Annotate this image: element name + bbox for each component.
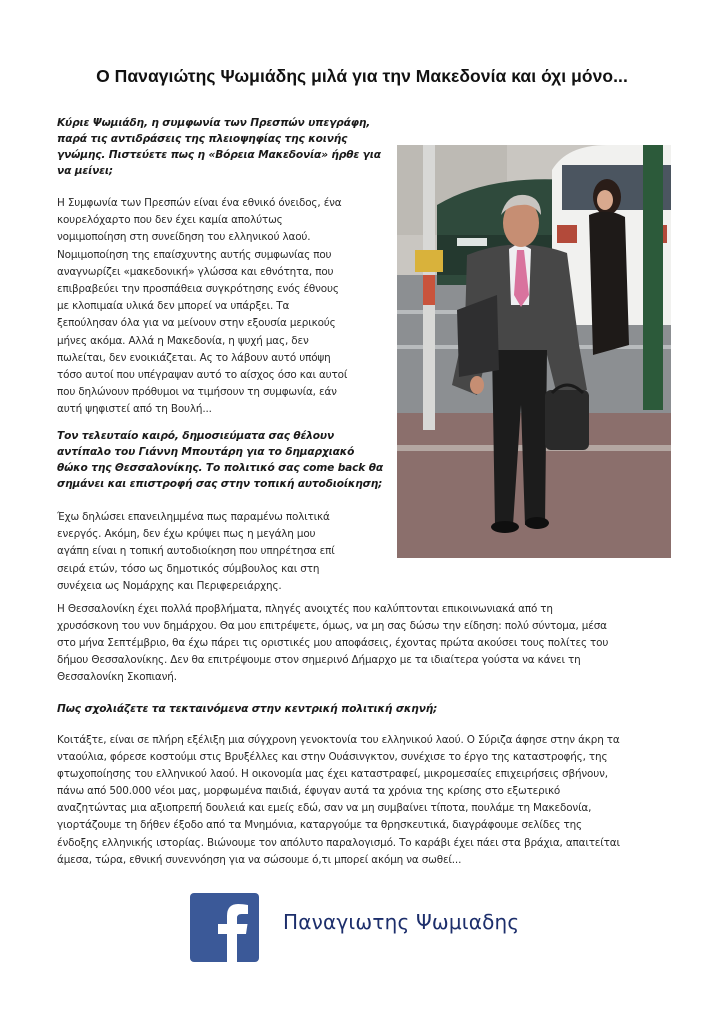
answer-line: αγάπη είναι η τοπική αυτοδιοίκηση που υπηρέτησα επί — [57, 545, 335, 558]
answer-line: ξεπούλησαν όλα για να μείνουν στην εξουσία μερικούς — [57, 317, 336, 330]
answer-line: συνέχεια ως Νομάρχης και Περιφερειάρχης. — [57, 579, 282, 592]
question-line: θώκο της Θεσσαλονίκης. Το πολιτικό σας come back θα — [57, 462, 383, 474]
answer-line: στο μήνα Σεπτέμβριο, θα έχω πάρει τις οριστικές μου αποφάσεις, έχοντας πρώτα ακούσει τους πολίτες του — [57, 637, 609, 650]
answer-1 — [57, 195, 347, 419]
answer-line: κουρελόχαρτο που δεν έχει καμία απολύτως — [57, 214, 283, 227]
answer-line: τόσο αυτοί που υπέγραψαν αυτό το αίσχος όσο και αυτοί — [57, 369, 348, 382]
answer-line: δήμου Θεσσαλονίκης. Δεν θα επιτρέψουμε στον σημερινό Δήμαρχο με τα ιδιαίτερα γούστα να κάνει τη — [57, 654, 581, 667]
answer-line: ένδοξης ελληνικής ιστορίας. Βιώνουμε τον απόλυτο παραλογισμό. Το καράβι έχει πάει στα βράχια, απαιτείται — [57, 836, 620, 849]
answer-line: Έχω δηλώσει επανειλημμένα πως παραμένω πολιτικά — [57, 511, 330, 523]
answer-2 — [57, 509, 335, 595]
question-line: Κύριε Ψωμιάδη, η συμφωνία των Πρεσπών υπεγράφη, — [57, 117, 371, 129]
answer-line: Η Θεσσαλονίκη έχει πολλά προβλήματα, πληγές ανοιχτές που καλύπτονται επικοινωνιακά από τη — [57, 603, 553, 615]
question-2 — [57, 428, 383, 492]
answer-line: γιορτάζουμε τη δήθεν έξοδο από τα Μνημόνια, καταργούμε τα θρησκευτικά, διαγράφουμε σελίδες της — [57, 819, 583, 832]
answer-line: επιβραβεύει την προσπάθεια συγκρότησης ενός έθνους — [57, 283, 339, 296]
question-line: γνώμης. Πιστεύετε πως η «Βόρεια Μακεδονία» ήρθε για — [57, 149, 381, 161]
question-line: να μείνει; — [57, 165, 113, 177]
answer-line: Θεσσαλονίκη Σκοπιανή. — [57, 671, 177, 684]
facebook-page-name[interactable]: Παναγιωτης Ψωμιαδης — [283, 910, 520, 934]
answer-line: χρυσόσκονη του νυν δημάρχου. Θα μου επιτρέψετε, όμως, να μη σας δώσω την είδηση: πολύ σύντομα, μέσα — [57, 620, 607, 633]
answer-line: πάνω από 500.000 νέοι μας, μορφωμένα παιδιά, έφυγαν αυτά τα χρόνια της κρίσης στο εξωτερικό — [57, 785, 561, 798]
answer-line: με κλοπιμαία υλικά δεν μπορεί να υπάρξει. Τα — [57, 300, 290, 313]
question-1 — [57, 115, 381, 179]
answer-line: αναγνωρίζει «μακεδονική» γλώσσα και εθνότητα, που — [57, 265, 334, 278]
photo-illustration — [397, 145, 671, 558]
portrait-photo — [397, 145, 671, 558]
question-line: σημάνει και επιστροφή σας στην τοπική αυτοδιοίκηση; — [57, 478, 383, 490]
page-title: Ο Παναγιώτης Ψωμιάδης μιλά για την Μακεδονία και όχι μόνο... — [96, 66, 628, 86]
answer-line: Κοιτάξτε, είναι σε πλήρη εξέλιξη μια σύγχρονη γενοκτονία του ελληνικού λαού. Ο Σύριζα άφησε στην άκρη τα — [57, 734, 620, 746]
question-3 — [57, 701, 437, 717]
question-line: παρά τις αντιδράσεις της πλειοψηφίας της κοινής — [57, 133, 348, 145]
facebook-icon[interactable] — [190, 893, 259, 962]
answer-line: Νομιμοποίηση της επαίσχυντης αυτής συμφωνίας που — [57, 248, 332, 261]
answer-line: Η Συμφωνία των Πρεσπών είναι ένα εθνικό όνειδος, ένα — [57, 197, 342, 209]
facebook-logo-glyph — [190, 893, 259, 962]
answer-line: νομιμοποίηση στη συνείδηση του ελληνικού λαού. — [57, 231, 311, 244]
question-line: αντίπαλο του Γιάννη Μπουτάρη για το δημαρχιακό — [57, 446, 355, 458]
question-line: Τον τελευταίο καιρό, δημοσιεύματα σας θέλουν — [57, 430, 335, 442]
answer-line: μήνες ακόμα. Αλλά η Μακεδονία, η ψυχή μας, δεν — [57, 334, 309, 347]
answer-line: αυτή ψηφιστεί από τη Βουλή... — [57, 403, 212, 416]
answer-line: αναζητώντας μια αξιοπρεπή δουλειά και εμείς εδώ, σαν να μη συμβαίνει τίποτα, πουλάμε τη Μακεδονία, — [57, 802, 592, 815]
answer-line: πωλείται, δεν ενοικιάζεται. Ας το λάβουν αυτό υπόψη — [57, 351, 331, 364]
answer-line: άμεσα, τώρα, εθνική συνεννόηση για να σώσουμε ό,τι μπορεί ακόμη να σωθεί... — [57, 853, 462, 866]
answer-line: νταούλια, φόρεσε κοστούμι στις Βρυξέλλες και στην Ουάσινγκτον, συνέχισε το έργο της καταστροφής, της — [57, 751, 608, 764]
answer-3 — [57, 732, 620, 869]
answer-line: που δηλώνουν πρόθυμοι να τιμήσουν τη συμφωνία, εάν — [57, 386, 337, 399]
answer-line: ενεργός. Ακόμη, δεν έχω κρύψει πως η μεγάλη μου — [57, 528, 316, 541]
question-line: Πως σχολιάζετε τα τεκταινόμενα στην κεντρική πολιτική σκηνή; — [57, 703, 438, 715]
answer-line: σειρά ετών, τόσο ως δημοτικός σύμβουλος και στη — [57, 562, 320, 575]
answer-2-continued — [57, 601, 608, 686]
answer-line: φτωχοποίησης του ελληνικού λαού. Η οικονομία μας έχει καταστραφεί, μικρομεσαίες επιχειρήσεις σβήνουν, — [57, 768, 608, 781]
